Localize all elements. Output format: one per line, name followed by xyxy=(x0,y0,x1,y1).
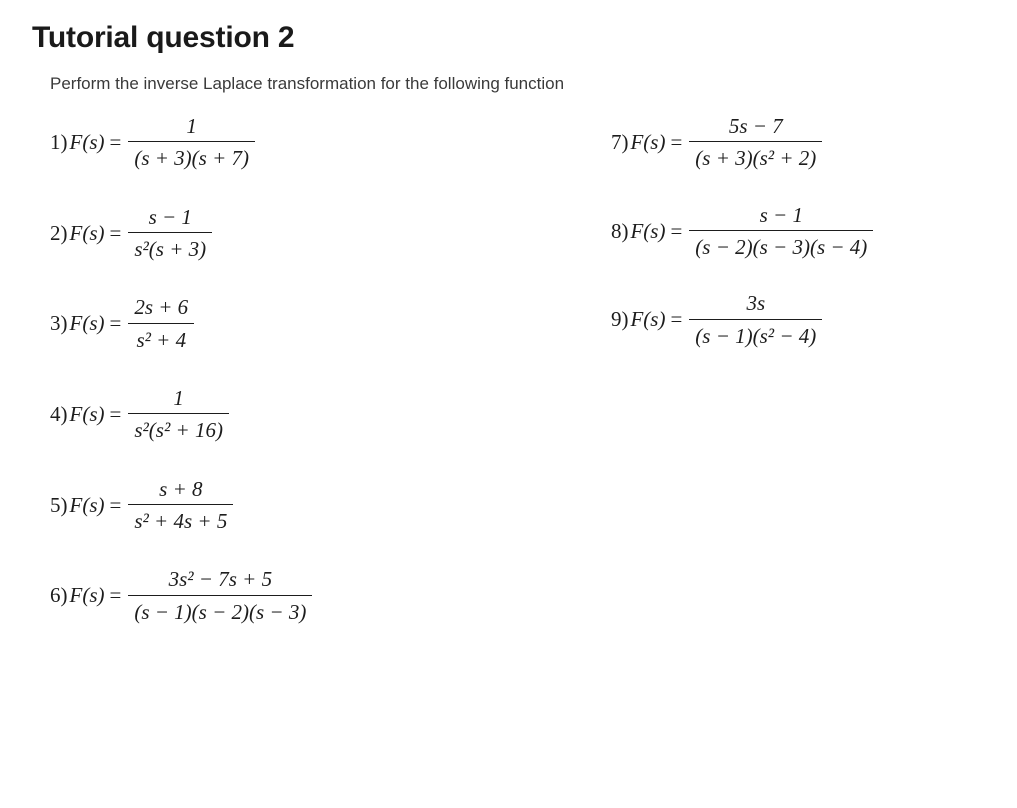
equation-number: 2) xyxy=(50,220,68,245)
denominator: s²(s + 3) xyxy=(134,237,207,262)
spacer xyxy=(50,354,581,384)
denominator: s² + 4s + 5 xyxy=(134,509,228,534)
fraction xyxy=(689,112,822,173)
fraction xyxy=(128,203,212,264)
denominator: s²(s² + 16) xyxy=(134,418,223,443)
equation-lhs: F(s) xyxy=(69,220,105,245)
equation-number: 4) xyxy=(50,401,68,426)
denominator: (s + 3)(s + 7) xyxy=(134,146,250,171)
equation-lhs: F(s) xyxy=(69,492,105,517)
equals-sign: = xyxy=(109,220,122,245)
equation-number: 3) xyxy=(50,311,68,336)
numerator: s − 1 xyxy=(148,204,192,229)
equation-lhs: F(s) xyxy=(630,307,666,332)
numerator: 3s² − 7s + 5 xyxy=(168,567,273,592)
equation-number: 5) xyxy=(50,492,68,517)
equation-lhs: F(s) xyxy=(69,583,105,608)
page-title: Tutorial question 2 xyxy=(32,21,295,54)
equals-sign: = xyxy=(109,311,122,336)
numerator: 1 xyxy=(173,386,184,411)
fraction xyxy=(128,475,233,536)
equation-lhs: F(s) xyxy=(69,311,105,336)
equals-sign: = xyxy=(109,129,122,154)
instruction-text: Perform the inverse Laplace transformation for the following function xyxy=(50,74,565,93)
equations-column-left xyxy=(32,112,581,626)
equation-number: 7) xyxy=(610,129,629,154)
fraction xyxy=(128,293,194,354)
spacer xyxy=(50,445,581,475)
equation-number: 1) xyxy=(50,129,68,154)
equation-lhs: F(s) xyxy=(69,129,105,154)
numerator: 2s + 6 xyxy=(134,295,189,320)
equation-item xyxy=(50,475,581,536)
equation-number: 8) xyxy=(610,218,629,243)
denominator: s² + 4 xyxy=(136,327,187,352)
equation-lhs: F(s) xyxy=(69,401,105,426)
equals-sign: = xyxy=(109,401,122,426)
equation-item xyxy=(611,289,993,350)
equations-column-right xyxy=(581,112,993,626)
fraction xyxy=(128,384,229,445)
denominator: (s − 1)(s² − 4) xyxy=(695,323,817,348)
equation-item xyxy=(50,384,581,445)
numerator: 1 xyxy=(186,114,197,138)
fraction xyxy=(128,565,312,626)
denominator: (s − 2)(s − 3)(s − 4) xyxy=(695,235,868,260)
equals-sign: = xyxy=(109,583,122,608)
equation-item xyxy=(50,203,581,264)
equation-lhs: F(s) xyxy=(630,218,666,243)
numerator: s + 8 xyxy=(159,476,203,501)
equation-number: 6) xyxy=(50,583,68,608)
denominator: (s − 1)(s − 2)(s − 3) xyxy=(134,599,307,624)
spacer xyxy=(611,261,993,289)
equation-number: 9) xyxy=(610,307,629,332)
spacer xyxy=(50,173,581,203)
equation-item xyxy=(50,293,581,354)
fraction xyxy=(689,201,873,262)
equals-sign: = xyxy=(670,218,683,243)
equation-item xyxy=(50,565,581,626)
fraction xyxy=(689,289,822,350)
equation-item xyxy=(611,112,993,173)
spacer xyxy=(50,263,581,293)
equation-item xyxy=(611,201,993,262)
equations-columns xyxy=(32,112,993,626)
numerator: s − 1 xyxy=(759,202,803,227)
fraction xyxy=(128,112,255,173)
numerator: 3s xyxy=(746,291,766,316)
equals-sign: = xyxy=(670,129,683,154)
spacer xyxy=(50,535,581,565)
equals-sign: = xyxy=(109,492,122,517)
denominator: (s + 3)(s² + 2) xyxy=(695,146,817,171)
equals-sign: = xyxy=(670,307,683,332)
equation-lhs: F(s) xyxy=(630,129,666,154)
equation-item xyxy=(50,112,581,173)
numerator: 5s − 7 xyxy=(728,114,783,138)
spacer xyxy=(611,173,993,201)
